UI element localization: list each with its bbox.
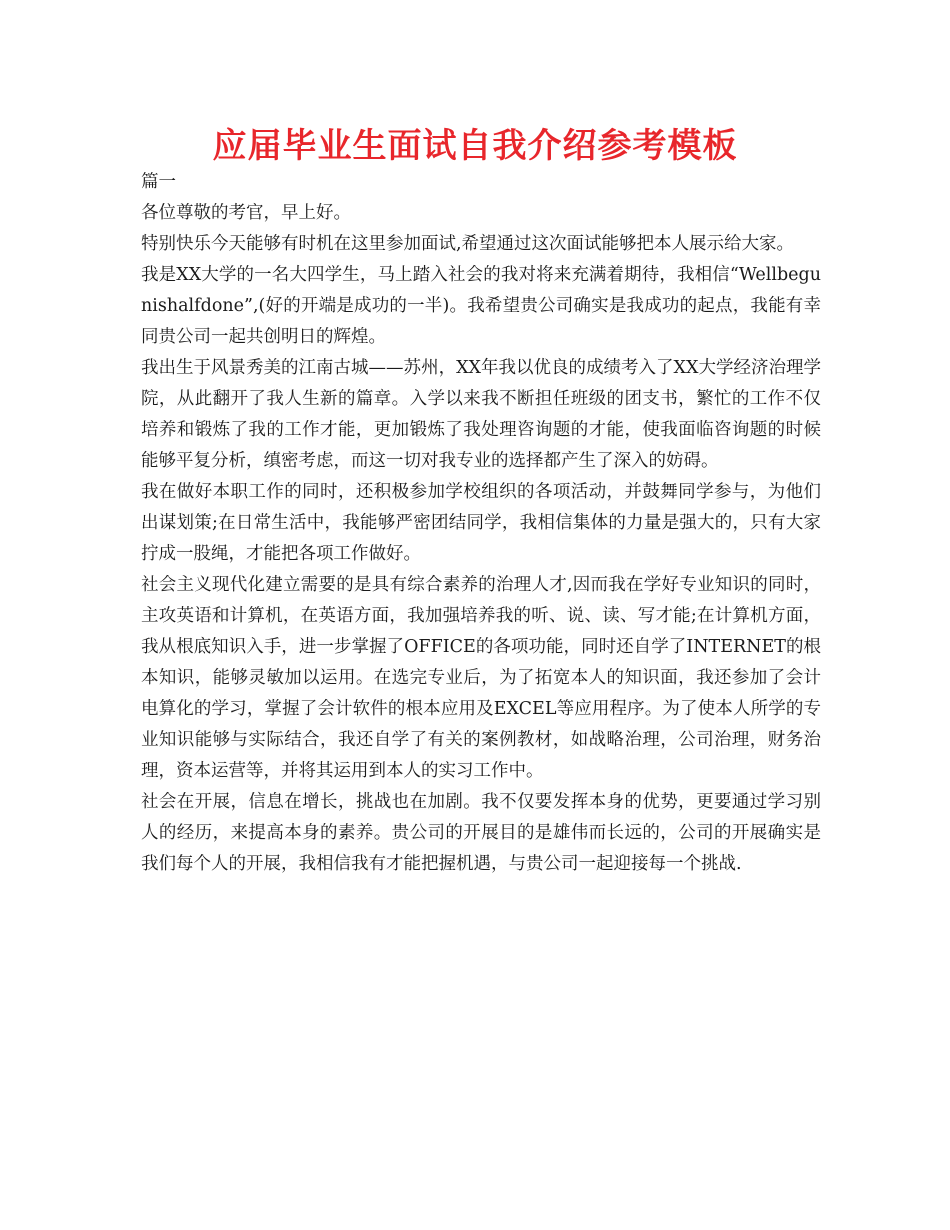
paragraph-closing: 社会在开展，信息在增长，挑战也在加剧。我不仅要发挥本身的优势，更要通过学习别人的经历，来提高本身的素养。贵公司的开展目的是雄伟而长远的，公司的开展确实是我们每个人的开展，我相信我有才能把握机遇，与贵公司一起迎接每一个挑战. — [141, 792, 821, 874]
paragraph-background: 我出生于风景秀美的江南古城——苏州，XX年我以优良的成绩考入了XX大学经济治理学院，从此翻开了我人生新的篇章。入学以来我不断担任班级的团支书，繁忙的工作不仅培养和锻炼了我的工作才能，更加锻炼了我处理咨询题的才能，使我面临咨询题的时候能够平复分析，缜密考虑，而这一切对我专业的选择都产生了深入的妨碍。 — [141, 358, 821, 471]
paragraph-self: 我是XX大学的一名大四学生，马上踏入社会的我对将来充满着期待，我相信“Wellbegunishalfdone”,(好的开端是成功的一半)。我希望贵公司确实是我成功的起点，我能有幸同贵公司一起共创明日的辉煌。 — [141, 265, 821, 347]
paragraph-greeting: 各位尊敬的考官，早上好。 — [141, 203, 351, 223]
document-title: 应届毕业生面试自我介绍参考模板 — [212, 126, 738, 166]
paragraph-activities: 我在做好本职工作的同时，还积极参加学校组织的各项活动，并鼓舞同学参与，为他们出谋划策;在日常生活中，我能够严密团结同学，我相信集体的力量是强大的，只有大家拧成一股绳，才能把各项工作做好。 — [141, 482, 821, 564]
paragraph-intro: 特别快乐今天能够有时机在这里参加面试,希望通过这次面试能够把本人展示给大家。 — [141, 234, 795, 254]
section-label: 篇一 — [141, 172, 176, 192]
paragraph-skills: 社会主义现代化建立需要的是具有综合素养的治理人才,因而我在学好专业知识的同时，主攻英语和计算机，在英语方面，我加强培养我的听、说、读、写才能;在计算机方面，我从根底知识入手，进一步掌握了OFFICE的各项功能，同时还自学了INTERNET的根本知识，能够灵敏加以运用。在选完专业后，为了拓宽本人的知识面，我还参加了会计电算化的学习，掌握了会计软件的根本应用及EXCEL等应用程序。为了使本人所学的专业知识能够与实际结合，我还自学了有关的案例教材，如战略治理，公司治理，财务治理，资本运营等，并将其运用到本人的实习工作中。 — [141, 575, 821, 781]
document-body — [141, 167, 821, 880]
